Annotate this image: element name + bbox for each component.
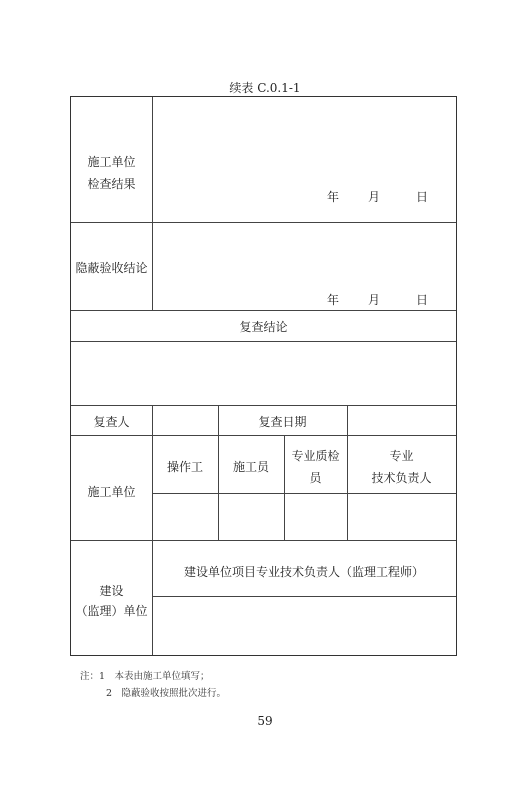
date-year: 年 — [326, 293, 339, 307]
note-line-2: 2 隐蔽验收按照批次进行。 — [106, 688, 227, 699]
owner-unit-label-line1: 建设 — [99, 584, 124, 598]
owner-tech-lead-header: 建设单位项目专业技术负责人（监理工程师） — [183, 565, 424, 579]
hidden-acceptance-label: 隐蔽验收结论 — [75, 261, 148, 275]
table-title: 续表 C.0.1-1 — [229, 81, 301, 95]
col-divider — [347, 405, 348, 435]
reviewer-label: 复查人 — [93, 415, 130, 429]
date-month: 月 — [367, 293, 380, 307]
review-date-label: 复查日期 — [258, 415, 307, 429]
operator-header: 操作工 — [166, 460, 203, 474]
row-divider — [71, 310, 456, 311]
inspection-form-table — [70, 96, 457, 656]
tech-lead-header-line1: 专业 — [389, 449, 414, 463]
note-line-1: 注：1 本表由施工单位填写； — [80, 671, 210, 682]
row-divider — [71, 435, 456, 436]
col-divider — [152, 405, 153, 655]
date-year: 年 — [326, 190, 339, 204]
date-day: 日 — [415, 293, 428, 307]
page-number: 59 — [257, 714, 273, 728]
row-divider — [152, 596, 456, 597]
constructor-header: 施工员 — [232, 460, 269, 474]
inspect-label-line2: 检查结果 — [87, 177, 136, 191]
review-conclusion-header: 复查结论 — [239, 320, 288, 334]
date-day: 日 — [415, 190, 428, 204]
inspect-label-line1: 施工单位 — [87, 155, 136, 169]
tech-lead-header-line2: 技术负责人 — [371, 471, 432, 485]
col-divider — [152, 97, 153, 310]
qc-inspector-header-line1: 专业质检 — [291, 449, 340, 463]
qc-inspector-header-line2: 员 — [309, 471, 322, 485]
row-divider — [152, 493, 456, 494]
date-month: 月 — [367, 190, 380, 204]
construction-unit-label: 施工单位 — [87, 485, 136, 499]
row-divider — [71, 222, 456, 223]
row-divider — [71, 540, 456, 541]
owner-unit-label-line2: （监理）单位 — [75, 604, 148, 618]
row-divider — [71, 405, 456, 406]
row-divider — [71, 341, 456, 342]
